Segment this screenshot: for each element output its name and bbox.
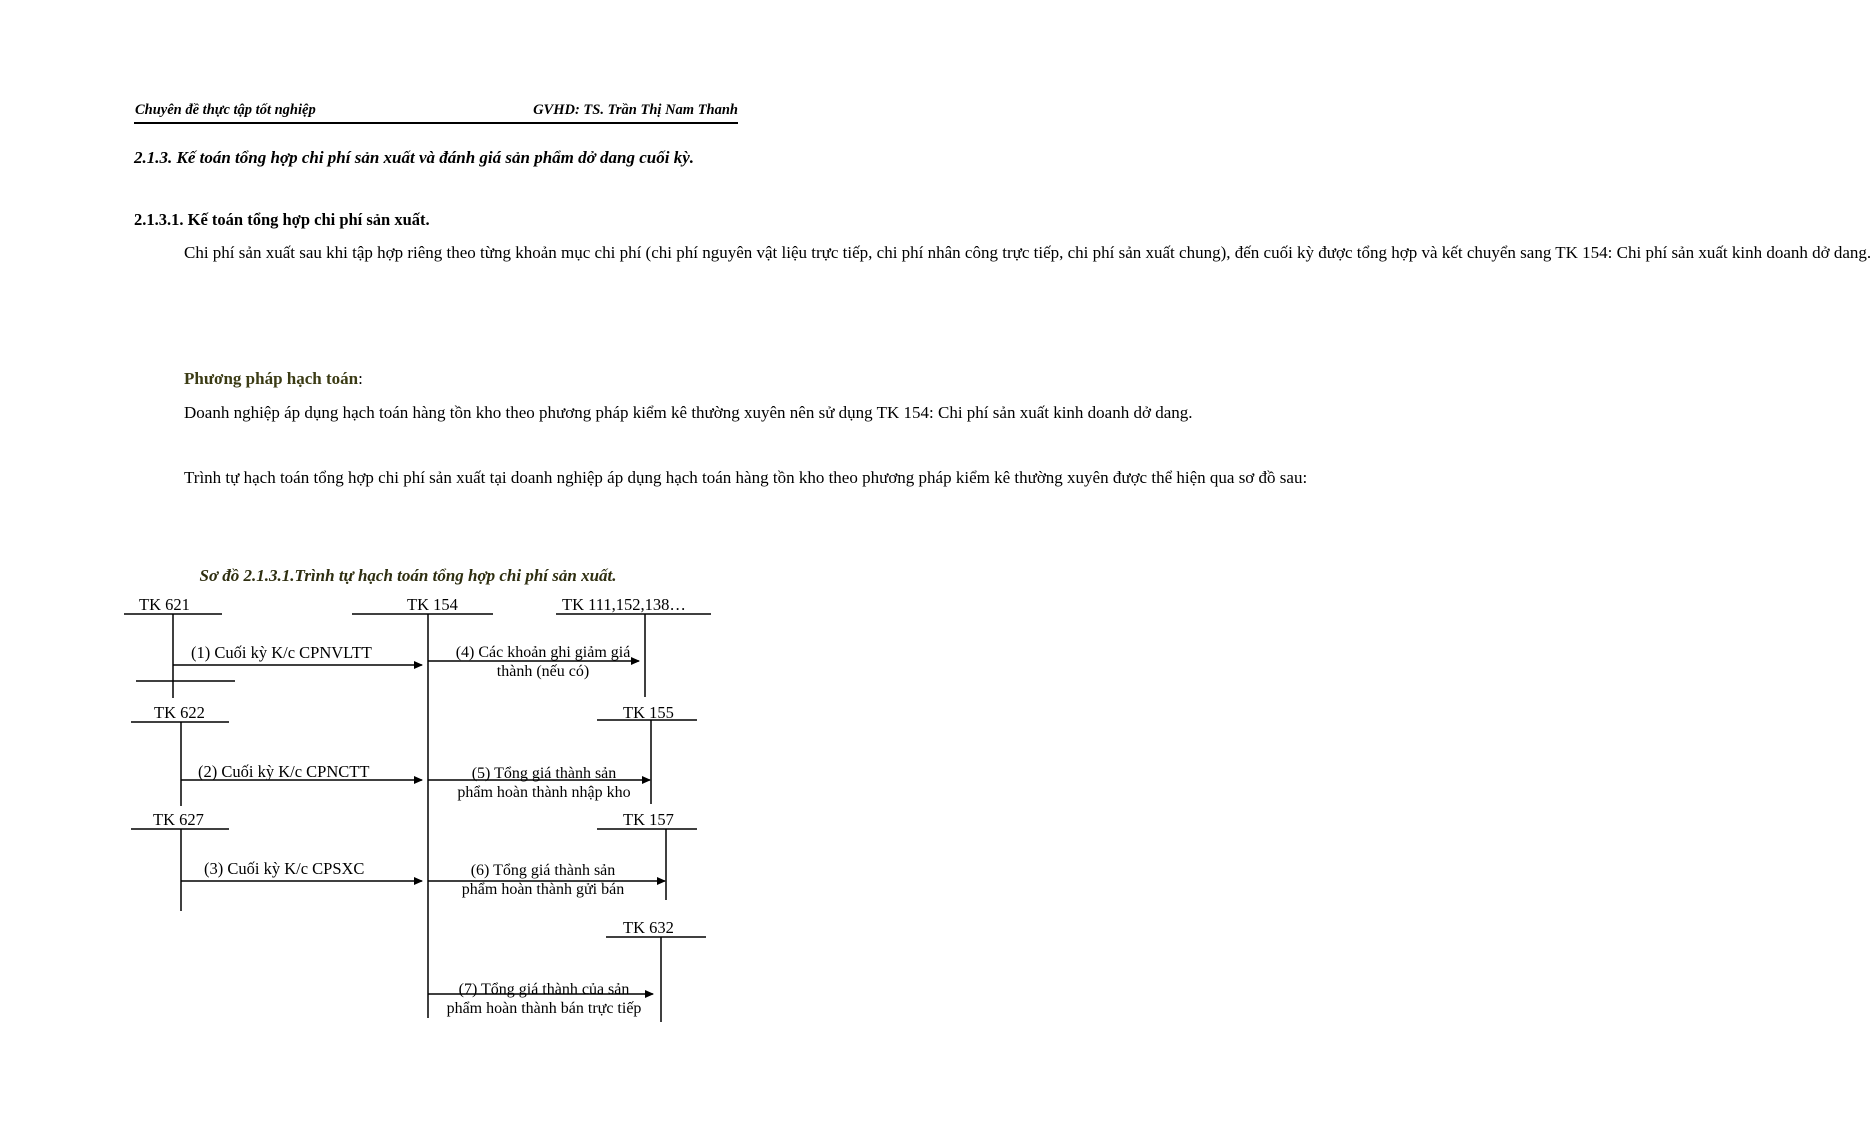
entry-4-label [425,643,661,681]
entry-5-label [425,764,663,802]
entry-6-line2: phẩm hoàn thành gửi bán [461,881,625,898]
header-advisor: GVHD: TS. Trần Thị Nam Thanh [533,102,738,118]
entry-5-line2: phẩm hoàn thành nhập kho [457,784,631,801]
entry-7-label [420,980,668,1018]
entry-7-line1: (7) Tổng giá thành của sản [458,981,630,998]
subsection-heading: 2.1.3.1. Kế toán tổng hợp chi phí sản xuất. [134,210,430,229]
paragraph-2: Doanh nghiệp áp dụng hạch toán hàng tồn kho theo phương pháp kiểm kê thường xuyên nên sử dụng TK 154: Chi phí sản xuất kinh doanh dở dang. [184,403,1193,422]
entry-5-line1: (5) Tổng giá thành sản [471,765,617,782]
account-tk157: TK 157 [623,810,674,829]
account-tk627: TK 627 [153,810,204,829]
diagram-caption: Sơ đồ 2.1.3.1.Trình tự hạch toán tổng hợp chi phí sản xuất. [199,566,617,585]
account-tk632: TK 632 [623,918,674,937]
account-tk154: TK 154 [407,595,458,614]
entry-6-line1: (6) Tổng giá thành sản [470,862,616,879]
entry-4-line2: thành (nếu có) [496,663,590,680]
entry-6-label [425,861,661,899]
entry-3-label: (3) Cuối kỳ K/c CPSXC [204,859,365,878]
header-left-title: Chuyên đề thực tập tốt nghiệp [135,102,316,118]
paragraph-3: Trình tự hạch toán tổng hợp chi phí sản xuất tại doanh nghiệp áp dụng hạch toán hàng tồn kho theo phương pháp kiểm kê thường xuyên được thể hiện qua sơ đồ sau: [184,468,1308,487]
account-tk621: TK 621 [139,595,190,614]
entry-2-label: (2) Cuối kỳ K/c CPNCTT [198,762,370,781]
entry-7-line2: phẩm hoàn thành bán trực tiếp [446,1000,642,1017]
account-tk155: TK 155 [623,703,674,722]
section-heading: 2.1.3. Kế toán tổng hợp chi phí sản xuất và đánh giá sản phẩm dở dang cuối kỳ. [134,148,694,167]
method-colon: : [358,369,363,388]
account-tk111: TK 111,152,138… [562,595,686,614]
account-tk622: TK 622 [154,703,205,722]
paragraph-1: Chi phí sản xuất sau khi tập hợp riêng theo từng khoản mục chi phí (chi phí nguyên vật liệu trực tiếp, chi phí nhân công trực tiếp, chi phí sản xuất chung), đến cuối kỳ được tổng hợp và kết chuyển sang TK 154: Chi phí sản xuất kinh doanh dở dang. [184,243,1871,262]
entry-1-label: (1) Cuối kỳ K/c CPNVLTT [191,643,372,662]
entry-4-line1: (4) Các khoản ghi giảm giá [455,644,631,661]
method-label: Phương pháp hạch toán [184,369,359,388]
